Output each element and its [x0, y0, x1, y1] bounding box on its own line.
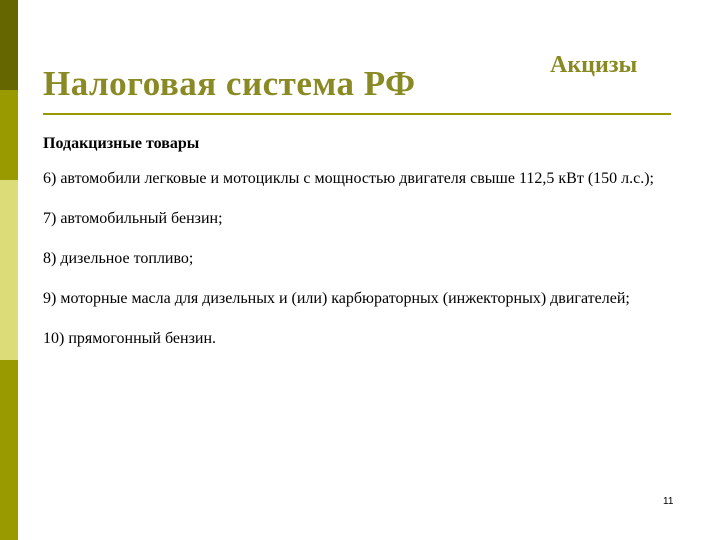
slide-subtitle: Акцизы	[550, 52, 638, 78]
excise-goods-list	[43, 168, 673, 368]
side-stripe-light	[0, 180, 18, 360]
side-stripe-mid-lower	[0, 360, 18, 540]
section-heading: Подакцизные товары	[43, 135, 200, 152]
slide-title: Налоговая система РФ	[43, 64, 416, 103]
list-item: 7) автомобильный бензин;	[43, 210, 223, 227]
list-item: 6) автомобили легковые и мотоциклы с мощностью двигателя свыше 112,5 кВт (150 л.с.);	[43, 170, 654, 187]
list-item: 8) дизельное топливо;	[43, 250, 194, 267]
title-divider	[43, 113, 671, 115]
list-item: 10) прямогонный бензин.	[43, 330, 217, 347]
side-stripe-dark	[0, 0, 18, 90]
list-item: 9) моторные масла для дизельных и (или) карбюраторных (инжекторных) двигателей;	[43, 290, 630, 307]
side-stripe-mid	[0, 90, 18, 180]
page-number: 11	[663, 496, 674, 507]
